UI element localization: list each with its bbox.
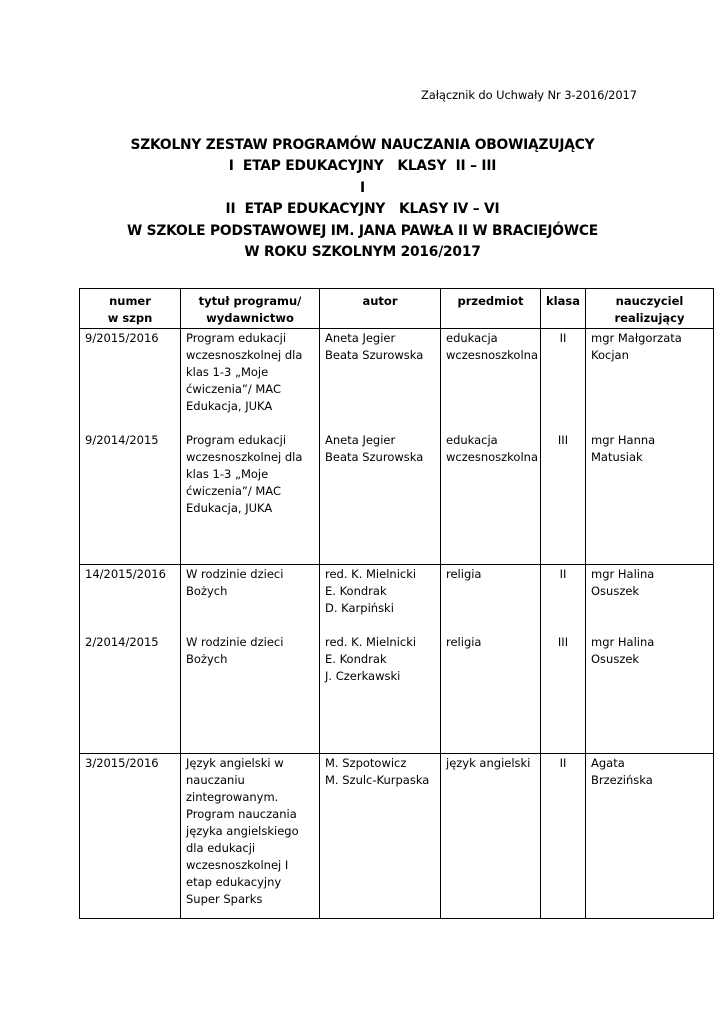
- cell-title: [181, 565, 320, 754]
- cell-author: [320, 754, 441, 919]
- cell-teacher-line: Brzezińska: [591, 773, 653, 787]
- header-title: tytuł programu/ wydawnictwo: [181, 289, 320, 329]
- cell-title-line: Program edukacji: [186, 433, 287, 447]
- cell-title-line: Bożych: [186, 652, 228, 666]
- cell-number: [80, 754, 181, 919]
- cell-title-line: klas 1-3 „Moje: [186, 467, 269, 481]
- cell-author-line: red. K. Mielnicki: [325, 635, 417, 649]
- cell-title-line: nauczaniu: [186, 773, 245, 787]
- cell-author-line: M. Szulc-Kurpaska: [325, 773, 430, 787]
- cell-title-line: wczesnoszkolnej dla: [186, 450, 303, 464]
- cell-number: [80, 565, 181, 754]
- cell-author-line: E. Kondrak: [325, 652, 387, 666]
- cell-title-line: ćwiczenia”/ MAC: [186, 484, 281, 498]
- cell-class: [541, 565, 586, 754]
- cell-title-line: wczesnoszkolnej dla: [186, 348, 303, 362]
- cell-author-line: E. Kondrak: [325, 584, 387, 598]
- title-line-1: SZKOLNY ZESTAW PROGRAMÓW NAUCZANIA OBOWIĄZUJĄCY: [130, 137, 595, 153]
- table-row: [80, 565, 714, 754]
- cell-title-line: dla edukacji: [186, 841, 256, 855]
- cell-author-line: Beata Szurowska: [325, 348, 424, 362]
- cell-subject-line: religia: [446, 635, 482, 649]
- cell-teacher-line: Agata: [591, 756, 625, 770]
- cell-subject-line: edukacja: [446, 433, 498, 447]
- cell-title-line: Program nauczania: [186, 807, 297, 821]
- table-header-row: [80, 289, 714, 329]
- title-line-2: I ETAP EDUKACYJNY KLASY II – III: [228, 158, 497, 175]
- cell-subject-line: wczesnoszkolna: [446, 450, 538, 464]
- cell-author-line: D. Karpiński: [325, 601, 394, 615]
- cell-subject: [441, 329, 541, 565]
- cell-author-line: red. K. Mielnicki: [325, 567, 417, 581]
- cell-title-line: ćwiczenia”/ MAC: [186, 382, 281, 396]
- header-number: numer w szpn: [80, 289, 181, 329]
- header-class: klasa: [541, 289, 586, 329]
- cell-class-value: II: [559, 567, 567, 581]
- cell-class-value: III: [557, 433, 569, 447]
- cell-title-line: zintegrowanym.: [186, 790, 279, 804]
- header-author: autor: [320, 289, 441, 329]
- cell-title-line: W rodzinie dzieci: [186, 567, 284, 581]
- cell-author: [320, 329, 441, 565]
- cell-title-line: Program edukacji: [186, 331, 287, 345]
- cell-title-line: W rodzinie dzieci: [186, 635, 284, 649]
- cell-teacher-line: Osuszek: [591, 652, 640, 666]
- cell-author-line: M. Szpotowicz: [325, 756, 407, 770]
- cell-teacher-line: Osuszek: [591, 584, 640, 598]
- cell-teacher: [586, 754, 714, 919]
- cell-title-line: Bożych: [186, 584, 228, 598]
- cell-class: [541, 754, 586, 919]
- cell-number-value: 14/2015/2016: [85, 567, 166, 581]
- annex-reference: Załącznik do Uchwały Nr 3-2016/2017: [421, 88, 637, 102]
- cell-title: [181, 329, 320, 565]
- cell-subject-line: wczesnoszkolna: [446, 348, 538, 362]
- cell-number-value: 2/2014/2015: [85, 635, 159, 649]
- cell-teacher-line: Kocjan: [591, 348, 629, 362]
- title-line-5: W SZKOLE PODSTAWOWEJ IM. JANA PAWŁA II W BRACIEJÓWCE: [127, 222, 598, 239]
- document-title: [0, 135, 725, 263]
- cell-teacher: [586, 329, 714, 565]
- cell-author-line: J. Czerkawski: [325, 669, 401, 683]
- cell-author-line: Aneta Jegier: [325, 433, 396, 447]
- table-row: [80, 754, 714, 919]
- cell-title-line: Edukacja, JUKA: [186, 501, 273, 515]
- cell-subject-line: religia: [446, 567, 482, 581]
- cell-teacher-line: mgr Halina: [591, 635, 655, 649]
- cell-title-line: Język angielski w: [186, 756, 284, 770]
- cell-number-value: 9/2014/2015: [85, 433, 159, 447]
- cell-title-line: Super Sparks: [186, 892, 263, 906]
- cell-author: [320, 565, 441, 754]
- cell-number-value: 3/2015/2016: [85, 756, 159, 770]
- cell-title-line: klas 1-3 „Moje: [186, 365, 269, 379]
- header-subject: przedmiot: [441, 289, 541, 329]
- cell-title-line: Edukacja, JUKA: [186, 399, 273, 413]
- cell-teacher-line: mgr Hanna: [591, 433, 656, 447]
- cell-subject: [441, 754, 541, 919]
- programs-table: [79, 288, 714, 919]
- cell-title-line: etap edukacyjny: [186, 875, 282, 889]
- table-row: [80, 329, 714, 565]
- cell-author-line: Aneta Jegier: [325, 331, 396, 345]
- cell-class: [541, 329, 586, 565]
- cell-teacher-line: mgr Halina: [591, 567, 655, 581]
- cell-number: [80, 329, 181, 565]
- cell-teacher-line: Matusiak: [591, 450, 643, 464]
- header-teacher: nauczyciel realizujący: [586, 289, 714, 329]
- cell-author-line: Beata Szurowska: [325, 450, 424, 464]
- cell-title-line: wczesnoszkolnej I: [186, 858, 289, 872]
- cell-class-value: II: [559, 331, 567, 345]
- title-line-4: II ETAP EDUKACYJNY KLASY IV – VI: [225, 201, 500, 218]
- cell-teacher: [586, 565, 714, 754]
- cell-teacher-line: mgr Małgorzata: [591, 331, 682, 345]
- cell-title: [181, 754, 320, 919]
- cell-number-value: 9/2015/2016: [85, 331, 159, 345]
- cell-subject-line: edukacja: [446, 331, 498, 345]
- title-line-3: I: [360, 179, 365, 196]
- cell-class-value: II: [559, 756, 567, 770]
- cell-class-value: III: [557, 635, 569, 649]
- title-line-6: W ROKU SZKOLNYM 2016/2017: [244, 244, 481, 261]
- cell-subject-line: język angielski: [446, 756, 531, 770]
- cell-subject: [441, 565, 541, 754]
- cell-title-line: języka angielskiego: [186, 824, 299, 838]
